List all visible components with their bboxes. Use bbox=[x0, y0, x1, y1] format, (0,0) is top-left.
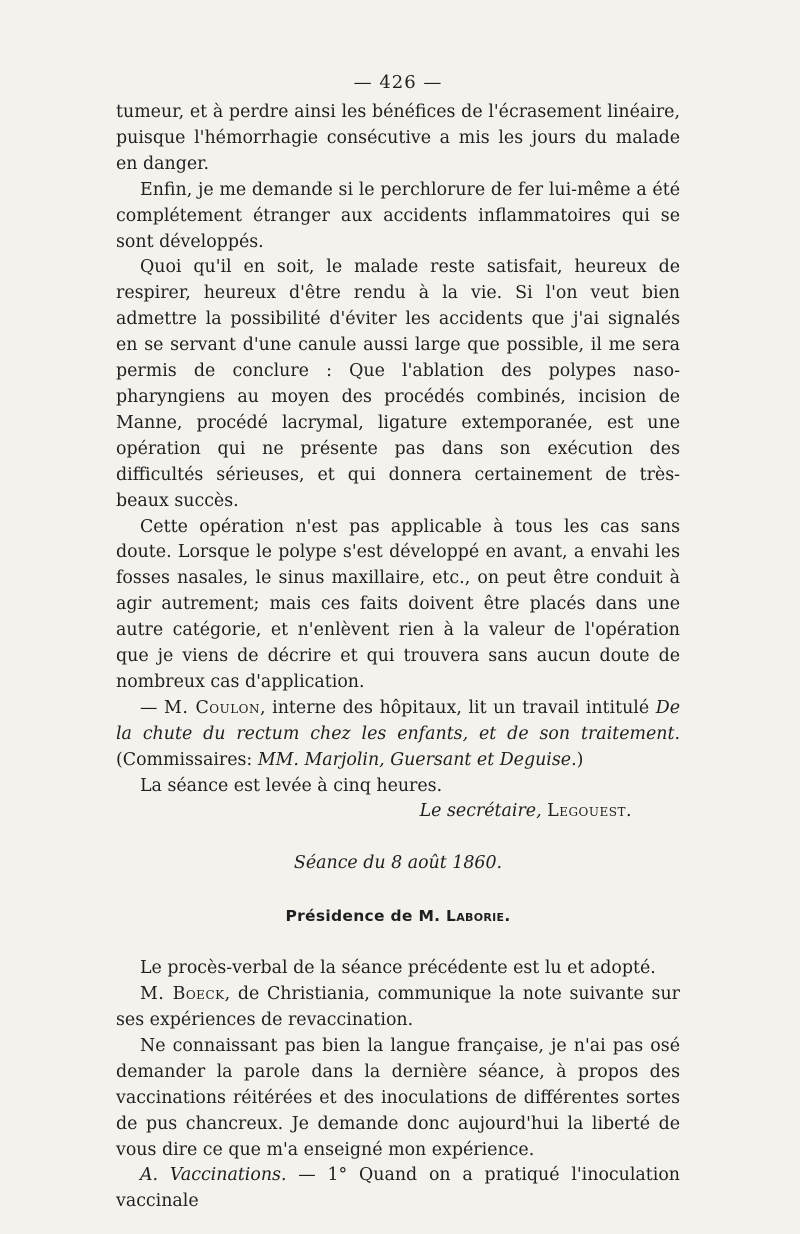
paragraph-text: , interne des hôpitaux, lit un travail intitulé bbox=[260, 697, 656, 718]
page-number: — 426 — bbox=[353, 72, 443, 93]
paragraph-proces-verbal: Le procès-verbal de la séance précédente est lu et adopté. bbox=[140, 958, 656, 979]
work-title: De la chute du rectum chez les enfants, et de son traitement. bbox=[116, 697, 681, 744]
speaker-name: M. Boeck bbox=[140, 984, 225, 1005]
dash: — bbox=[140, 697, 165, 718]
paragraph-text: , de Christiania, communique la note suivante sur ses expériences de revaccination. bbox=[116, 984, 680, 1030]
paragraph-coulon bbox=[116, 696, 680, 774]
paragraph-3: Quoi qu'il en soit, le malade reste satisfait, heureux de respirer, heureux d'être rendu à la vie. Si l'on veut bien admettre la possibilité d'éviter les accidents que j'ai signalés en se servant d'une canule aussi large que possible, il me sera permis de conclure : Que l'ablation des polypes naso-pharyngiens au moyen des procédés combinés, incision de Manne, procédé lacrymal, ligature extemporanée, est une opération qui ne présente pas dans son exécution des difficultés sérieuses, et qui donnera certainement de très-beaux succès. bbox=[116, 257, 680, 511]
spacer bbox=[116, 930, 680, 956]
paragraph-text: — 1° Quand on a pratiqué l'inoculation vaccinale bbox=[116, 1165, 681, 1212]
presidence-heading bbox=[116, 904, 680, 930]
body-text bbox=[116, 100, 680, 1215]
signature-role: Le secrétaire, bbox=[419, 801, 542, 822]
document-page bbox=[116, 0, 680, 1234]
paragraph-1: tumeur, et à perdre ainsi les bénéfices de l'écrasement linéaire, puisque l'hémorrhagie consécutive a mis les jours du malade en danger. bbox=[116, 102, 680, 174]
paragraph-4: Cette opération n'est pas applicable à tous les cas sans doute. Lorsque le polype s'est développé en avant, a envahi les fosses nasales, le sinus maxillaire, etc., on peut être conduit à agir autrement; mais ces faits doivent être placés dans une autre catégorie, et n'enlèvent rien à la valeur de l'opération que je viens de décrire et qui trouvera sans aucun doute de nombreux cas d'application. bbox=[116, 516, 680, 692]
paragraph-text: (Commissaires: bbox=[116, 749, 258, 770]
signature-name: Legouest. bbox=[547, 801, 632, 822]
presidence-prefix: Présidence de bbox=[285, 907, 413, 926]
section-heading: A. Vaccinations. bbox=[140, 1165, 287, 1186]
president-name: M. Laborie. bbox=[418, 907, 511, 926]
commissaires: MM. Marjolin, Guersant et Deguise. bbox=[257, 749, 577, 770]
paragraph-10 bbox=[116, 1163, 680, 1215]
session-heading: Séance du 8 août 1860. bbox=[293, 853, 503, 874]
paragraph-9: Ne connaissant pas bien la langue française, je n'ai pas osé demander la parole dans la dernière séance, à propos des vaccinations réitérées et des inoculations de différentes sortes de pus chancreux. Je demande donc aujourd'hui la liberté de vous dire ce que m'a enseigné mon expérience. bbox=[116, 1035, 680, 1160]
paragraph-seance-levee: La séance est levée à cinq heures. bbox=[140, 775, 443, 796]
signature bbox=[116, 799, 680, 825]
paragraph-2: Enfin, je me demande si le perchlorure de fer lui-même a été complétement étranger aux accidents inflammatoires qui se sont développés. bbox=[116, 179, 680, 252]
paragraph-text: ) bbox=[576, 749, 584, 770]
speaker-name: M. Coulon bbox=[164, 697, 261, 718]
paragraph-boeck bbox=[116, 982, 680, 1034]
